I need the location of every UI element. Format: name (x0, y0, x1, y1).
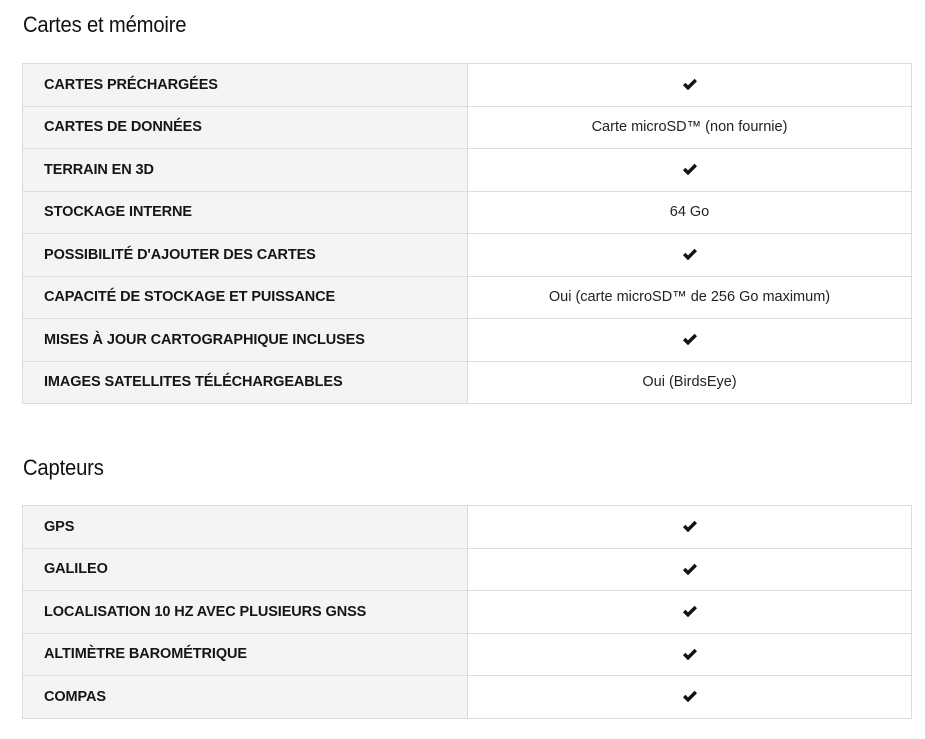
spec-label: GALILEO (23, 548, 468, 591)
spec-label: POSSIBILITÉ D'AJOUTER DES CARTES (23, 234, 468, 277)
spec-label: ALTIMÈTRE BAROMÉTRIQUE (23, 633, 468, 676)
spec-row (23, 191, 912, 234)
spec-row (23, 64, 912, 107)
checkmark-icon (682, 690, 698, 703)
checkmark-icon (682, 520, 698, 533)
checkmark-icon (682, 333, 698, 346)
spec-value-check (468, 149, 912, 192)
spec-table-capteurs (22, 505, 912, 719)
spec-row (23, 319, 912, 362)
spec-row (23, 149, 912, 192)
spec-value-check (468, 676, 912, 719)
spec-value-check (468, 506, 912, 549)
spec-value-check (468, 234, 912, 277)
spec-row (23, 591, 912, 634)
spec-row (23, 361, 912, 404)
spec-row (23, 234, 912, 277)
spec-label: STOCKAGE INTERNE (23, 191, 468, 234)
spec-label: CAPACITÉ DE STOCKAGE ET PUISSANCE (23, 276, 468, 319)
checkmark-icon (682, 78, 698, 91)
spec-table-cartes-memoire (22, 63, 912, 404)
section-title-cartes-memoire: Cartes et mémoire (23, 12, 187, 37)
spec-label: MISES À JOUR CARTOGRAPHIQUE INCLUSES (23, 319, 468, 362)
spec-value-check (468, 548, 912, 591)
checkmark-icon (682, 163, 698, 176)
spec-label: GPS (23, 506, 468, 549)
spec-label: IMAGES SATELLITES TÉLÉCHARGEABLES (23, 361, 468, 404)
spec-label: LOCALISATION 10 HZ AVEC PLUSIEURS GNSS (23, 591, 468, 634)
spec-row (23, 676, 912, 719)
spec-value-check (468, 64, 912, 107)
checkmark-icon (682, 563, 698, 576)
spec-row (23, 276, 912, 319)
spec-value: Carte microSD™ (non fournie) (468, 106, 912, 149)
spec-value-check (468, 591, 912, 634)
spec-value: 64 Go (468, 191, 912, 234)
spec-label: TERRAIN EN 3D (23, 149, 468, 192)
spec-row (23, 106, 912, 149)
spec-value-check (468, 633, 912, 676)
section-title-capteurs: Capteurs (23, 455, 104, 480)
checkmark-icon (682, 648, 698, 661)
spec-row (23, 633, 912, 676)
checkmark-icon (682, 248, 698, 261)
spec-value: Oui (BirdsEye) (468, 361, 912, 404)
spec-label: COMPAS (23, 676, 468, 719)
checkmark-icon (682, 605, 698, 618)
spec-value-check (468, 319, 912, 362)
spec-label: CARTES DE DONNÉES (23, 106, 468, 149)
spec-row (23, 548, 912, 591)
spec-label: CARTES PRÉCHARGÉES (23, 64, 468, 107)
spec-row (23, 506, 912, 549)
spec-value: Oui (carte microSD™ de 256 Go maximum) (468, 276, 912, 319)
